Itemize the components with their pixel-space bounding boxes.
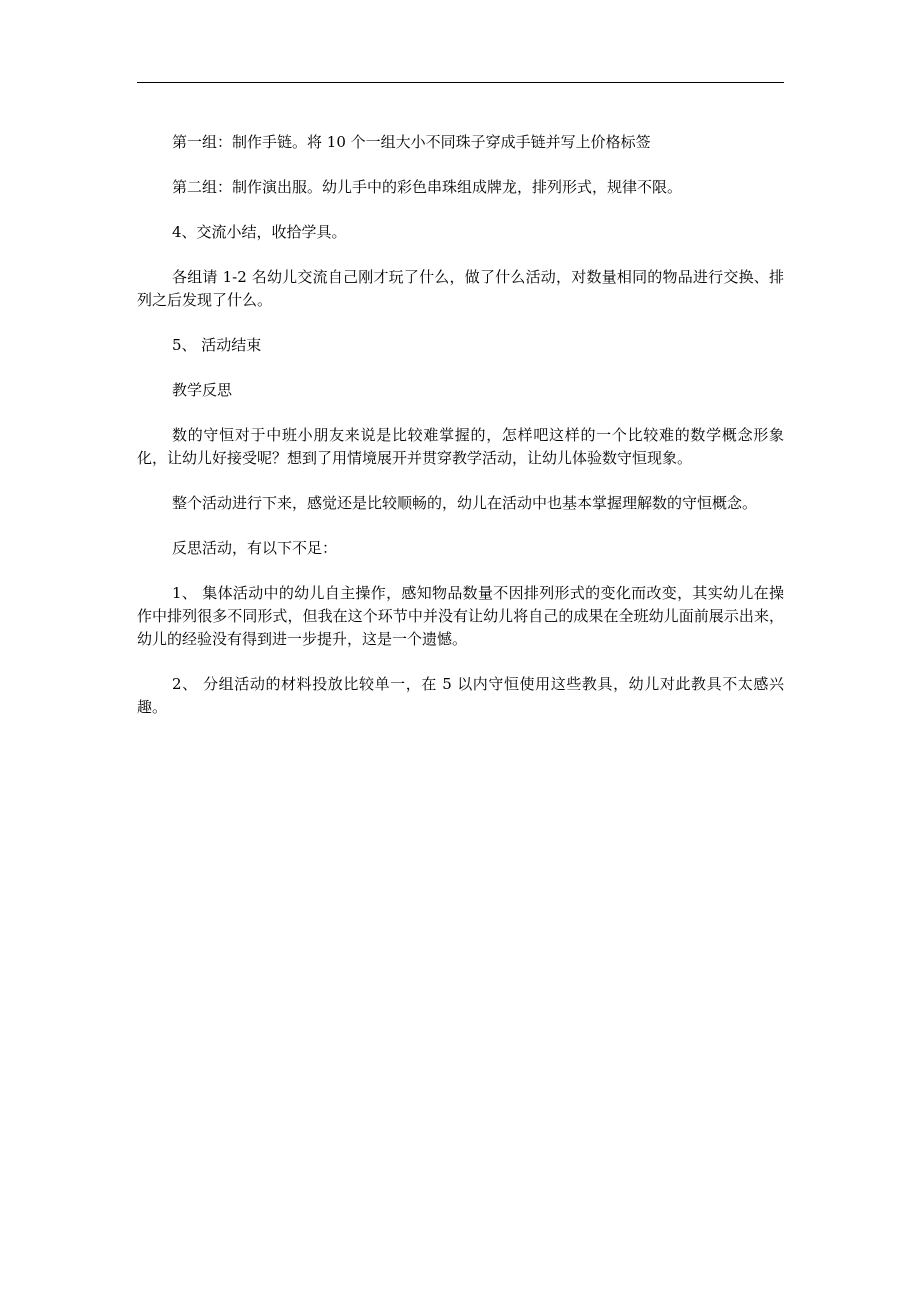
- paragraph-shortcomings-heading: 反思活动，有以下不足：: [172, 539, 338, 557]
- paragraph-shortcoming-one: 1、 集体活动中的幼儿自主操作，感知物品数量不因排列形式的变化而改变，其实幼儿在操作中排列很多不同形式，但我在这个环节中并没有让幼儿将自己的成果在全班幼儿面前展示出来，幼儿的经验没有得到进一步提升，这是一个遗憾。: [137, 584, 784, 648]
- paragraph-reflection-summary: 整个活动进行下来，感觉还是比较顺畅的，幼儿在活动中也基本掌握理解数的守恒概念。: [172, 494, 758, 512]
- paragraph-exchange: 各组请 1-2 名幼儿交流自己刚才玩了什么，做了什么活动，对数量相同的物品进行交换、排列之后发现了什么。: [137, 268, 784, 309]
- section-heading-reflection: 教学反思: [172, 381, 233, 399]
- paragraph-step-five: 5、 活动结束: [172, 336, 262, 354]
- paragraph-step-four: 4、交流小结，收拾学具。: [172, 223, 347, 241]
- header-rule: [137, 82, 784, 83]
- paragraph-shortcoming-two: 2、 分组活动的材料投放比较单一，在 5 以内守恒使用这些教具，幼儿对此教具不太感兴趣。: [137, 675, 784, 716]
- paragraph-group-two: 第二组：制作演出服。幼儿手中的彩色串珠组成牌龙，排列形式，规律不限。: [172, 178, 683, 196]
- paragraph-reflection-intro: 数的守恒对于中班小朋友来说是比较难掌握的，怎样吧这样的一个比较难的数学概念形象化，让幼儿好接受呢？想到了用情境展开并贯穿教学活动，让幼儿体验数守恒现象。: [137, 426, 784, 467]
- document-body: [137, 131, 784, 741]
- paragraph-group-one: 第一组：制作手链。将 10 个一组大小不同珠子穿成手链并写上价格标签: [172, 133, 651, 151]
